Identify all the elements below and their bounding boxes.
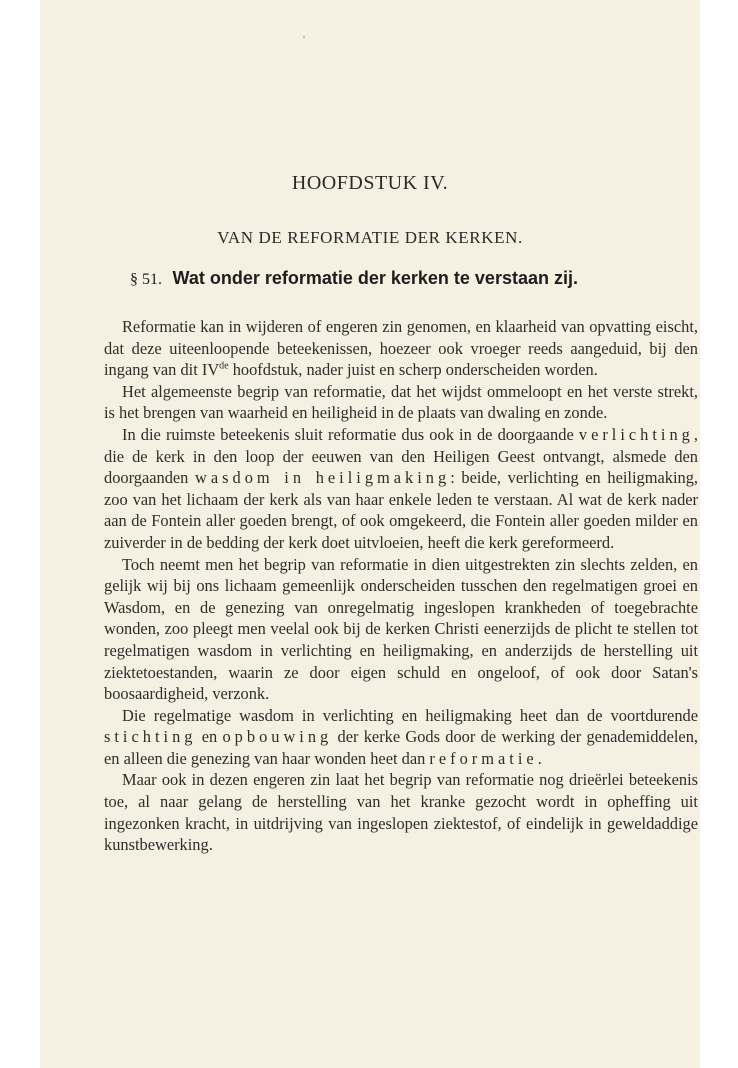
section-heading	[130, 268, 680, 289]
spaced-emphasis: opbouwing	[222, 727, 333, 747]
paragraph	[104, 316, 698, 381]
text-run: der kerke Gods door de werking der genademiddelen, en alleen die genezing van haar wonden heet dan	[104, 727, 698, 768]
text-run: : beide, verlichting en heiligmaking, zoo van het lichaam der kerk als van haar enkele leden te verstaan. Al wat de kerk nader aan de Fontein aller goeden brengt, of ook omgekeerd, die Fontein aller goeden milder en zuiverder in de bedding der kerk doet uitvloeien, heeft die kerk gereformeerd.	[104, 468, 698, 552]
superscript: de	[219, 360, 229, 372]
spaced-emphasis: reformatie	[429, 748, 538, 768]
section-number: § 51.	[130, 271, 162, 288]
text-run: Die regelmatige wasdom in verlichting en heiligmaking heet dan de voortdurende	[122, 705, 698, 725]
text-run: In die ruimste beteekenis sluit reformatie dus ook in de doorgaande	[122, 424, 579, 444]
spaced-emphasis: wasdom in heiligmaking	[195, 468, 451, 488]
text-run: hoofdstuk, nader juist en scherp onderscheiden worden.	[228, 360, 598, 380]
body-text	[104, 316, 698, 856]
text-run: Reformatie kan in wijderen of engeren zin genomen, en klaarheid van opvatting eischt, dat deze uiteenloopende beteekenissen, hoezeer ook vroeger reeds aangeduid, bij den ingang van dit IV	[104, 317, 698, 380]
chapter-title: HOOFDSTUK IV.	[291, 172, 449, 194]
spaced-emphasis: stichting	[104, 727, 197, 747]
chapter-subtitle: VAN DE REFORMATIE DER KERKEN.	[217, 228, 523, 247]
section-title: Wat onder reformatie der kerken te verstaan zij.	[172, 268, 578, 288]
text-run: en	[196, 727, 223, 747]
text-run: , die de kerk in den loop der eeuwen van den Heiligen Geest ontvangt, alsmede den doorgaanden	[104, 424, 698, 488]
paragraph	[104, 424, 698, 554]
text-run: .	[537, 748, 542, 768]
spaced-emphasis: verlichting	[578, 424, 694, 444]
book-page	[40, 0, 700, 1068]
paragraph	[104, 705, 698, 770]
page-speck	[303, 36, 305, 38]
paragraph: Toch neemt men het begrip van reformatie in dien uitgestrekten zin slechts zelden, en gelijk wij bij ons lichaam gemeenlijk onderscheiden tusschen den regelmatigen groei en Wasdom, en de genezing van onregelmatig ingeslopen krankheden of toegebrachte wonden, zoo pleegt men veelal ook bij de kerken Christi eenerzijds de plicht te stellen tot regelmatigen wasdom in verlichting en heiligmaking, en anderzijds de herstelling uit ziektetoestanden, waarin ze door eigen schuld en ongeloof, of ook door Satan's boosaardigheid, verzonk.	[104, 554, 698, 704]
paragraph: Het algemeenste begrip van reformatie, dat het wijdst ommeloopt en het verste strekt, is het brengen van waarheid en heiligheid in de plaats van dwaling en zonde.	[104, 381, 698, 423]
paragraph: Maar ook in dezen engeren zin laat het begrip van reformatie nog drieërlei beteekenis toe, al naar gelang de herstelling van het kranke gezocht wordt in opheffing uit ingezonken kracht, in uitdrijving van ingeslopen ziektestof, of eindelijk in geweldaddige kunstbewerking.	[104, 770, 698, 855]
